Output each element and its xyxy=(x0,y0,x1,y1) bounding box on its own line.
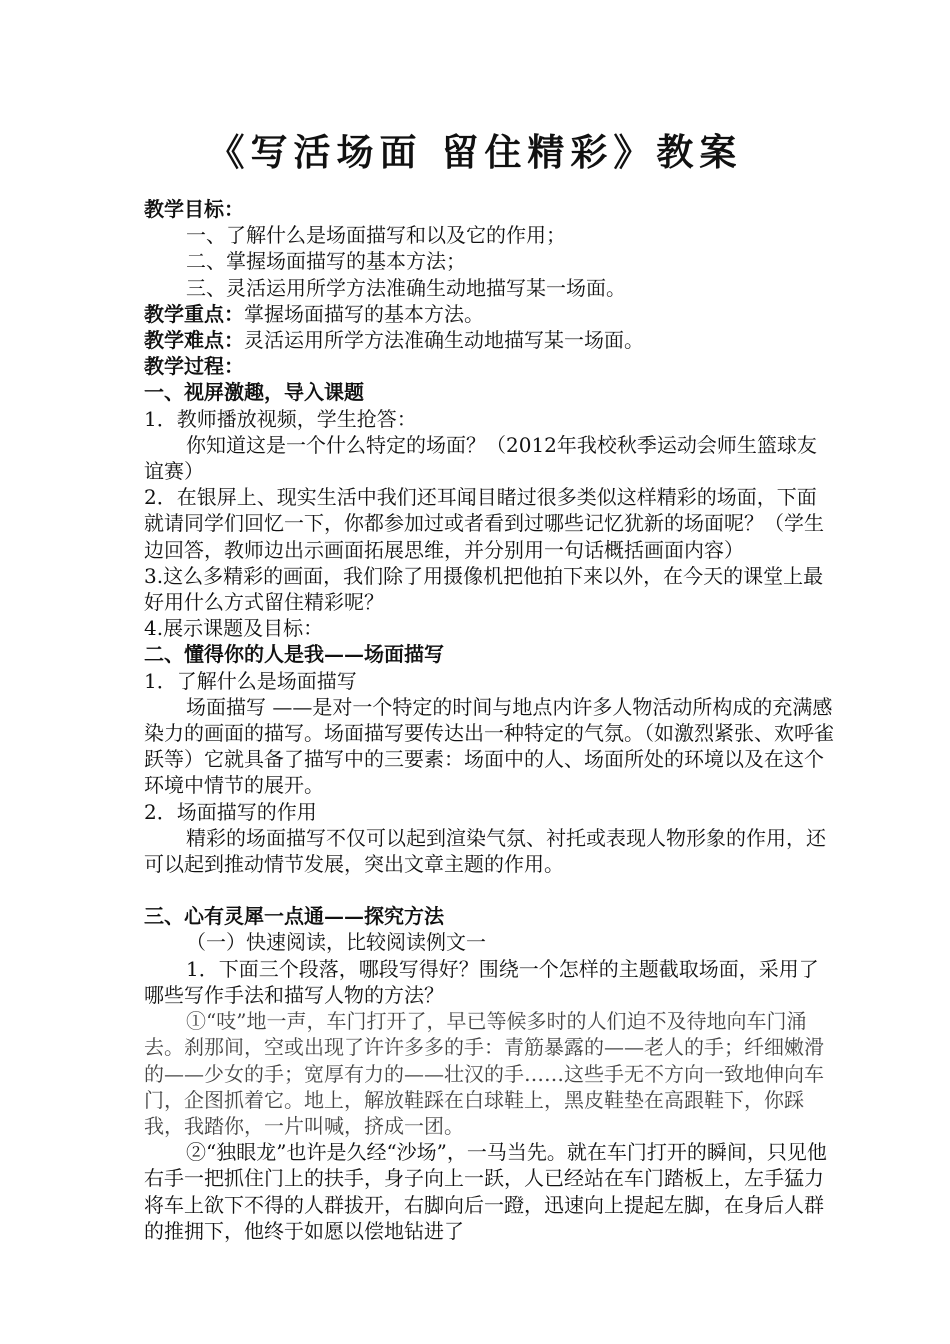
section2-heading: 二、懂得你的人是我——场面描写 xyxy=(144,642,444,667)
paragraph: 2．场面描写的作用 xyxy=(144,799,317,824)
objectives-heading: 教学目标： xyxy=(144,197,244,221)
blank-line xyxy=(144,877,834,903)
paragraph: 你知道这是一个什么特定的场面？（2012年我校秋季运动会师生篮球友谊赛） xyxy=(144,432,817,484)
paragraph: 1．教师播放视频，学生抢答： xyxy=(144,406,417,431)
example-paragraph: ①“吱”地一声，车门打开了，早已等候多时的人们迫不及待地向车门涌去。刹那间，空或出现了许许多多的手：青筋暴露的——老人的手；纤细嫩滑的——少女的手；宽厚有力的——壮汉的手……这些手无不方向一致地伸向车门，企图抓着它。地上，解放鞋踩在白球鞋上，黑皮鞋垫在高跟鞋下，你踩我，我踏你，一片叫喊，挤成一团。 xyxy=(144,1009,824,1138)
process-heading: 教学过程： xyxy=(144,354,244,379)
objective-item: 三、灵活运用所学方法准确生动地描写某一场面。 xyxy=(186,275,626,300)
example-paragraph: ②“独眼龙”也许是久经“沙场”，一马当先。就在车门打开的瞬间，只见他右手一把抓住门上的扶手，身子向上一跃，人已经站在车门踏板上，左手猛力将车上欲下不得的人群拔开，右脚向后一蹬，迅速向上提起左脚，在身后人群的推拥下，他终于如愿以偿地钻进了 xyxy=(144,1140,827,1243)
paragraph: 1．下面三个段落，哪段写得好？围绕一个怎样的主题截取场面，采用了哪些写作手法和描写人物的方法？ xyxy=(144,956,819,1007)
key-point-text: 掌握场面描写的基本方法。 xyxy=(244,301,484,326)
paragraph: 3.这么多精彩的画面，我们除了用摄像机把他拍下来以外，在今天的课堂上最好用什么方式留住精彩呢？ xyxy=(144,563,824,615)
document-title: 《写活场面 留住精彩》教案 xyxy=(207,130,743,174)
objective-item: 一、了解什么是场面描写和以及它的作用； xyxy=(186,223,566,248)
paragraph: 1．了解什么是场面描写 xyxy=(144,668,357,693)
paragraph: 2．在银屏上、现实生活中我们还耳闻目睹过很多类似这样精彩的场面，下面就请同学们回忆一下，你都参加过或者看到过哪些记忆犹新的场面呢？（学生边回答，教师边出示画面拓展思维，并分别用一句话概括画面内容） xyxy=(144,485,824,562)
difficulty xyxy=(144,327,834,353)
objective-item: 二、掌握场面描写的基本方法； xyxy=(186,249,466,274)
section3-heading: 三、心有灵犀一点通——探究方法 xyxy=(144,904,444,929)
key-point-label: 教学重点： xyxy=(144,301,244,326)
document-body xyxy=(144,196,834,1244)
section1-heading: 一、视屏激趣，导入课题 xyxy=(144,380,364,405)
paragraph: 场面描写 ——是对一个特定的时间与地点内许多人物活动所构成的充满感染力的画面的描写。场面描写要传达出一种特定的气氛。（如激烈紧张、欢呼雀跃等）它就具备了描写中的三要素：场面中的人、场面所处的环境以及在这个环境中情节的展开。 xyxy=(144,694,834,798)
paragraph: （一）快速阅读，比较阅读例文一 xyxy=(186,930,486,955)
paragraph: 4.展示课题及目标： xyxy=(144,616,324,641)
difficulty-label: 教学难点： xyxy=(144,328,244,353)
paragraph: 精彩的场面描写不仅可以起到渲染气氛、衬托或表现人物形象的作用，还可以起到推动情节发展，突出文章主题的作用。 xyxy=(144,825,826,877)
difficulty-text: 灵活运用所学方法准确生动地描写某一场面。 xyxy=(244,328,644,353)
key-point xyxy=(144,301,834,327)
